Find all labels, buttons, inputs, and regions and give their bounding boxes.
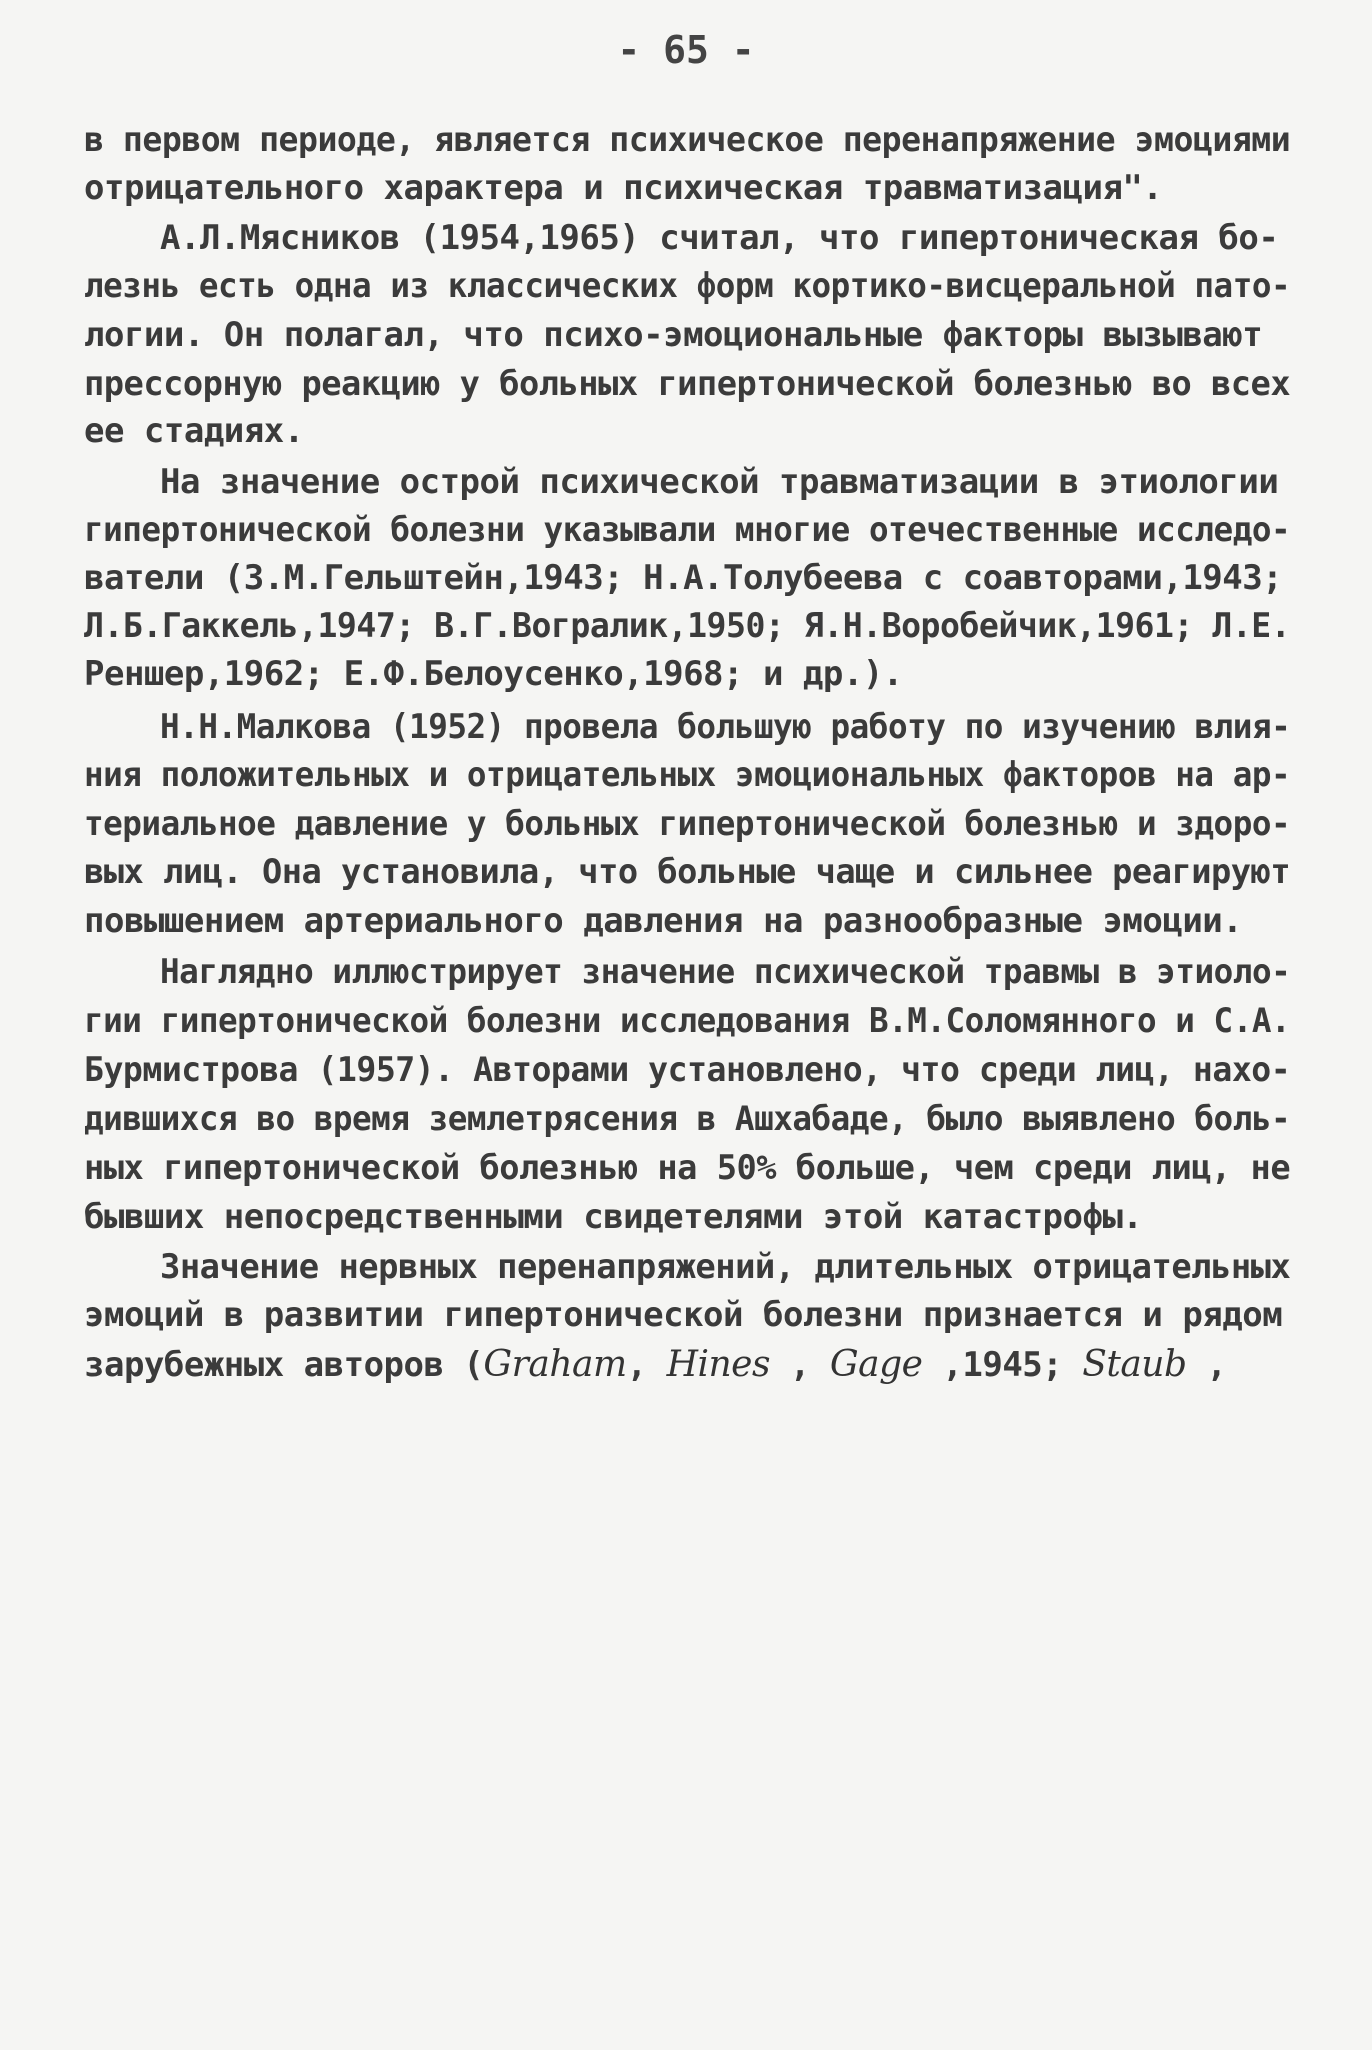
typed-text: , bbox=[769, 1345, 830, 1385]
text-line: На значение острой психической травматизации в этиологии bbox=[160, 462, 1279, 502]
text-line: прессорную реакцию у больных гипертонической болезнью во всех bbox=[84, 364, 1291, 404]
handwritten-author: Graham bbox=[483, 1344, 627, 1385]
text-line: ния положительных и отрицательных эмоциональных факторов на ар- bbox=[84, 755, 1291, 795]
typed-text: ,1945; bbox=[922, 1345, 1083, 1385]
text-line: отрицательного характера и психическая травматизация". bbox=[84, 168, 1163, 208]
handwritten-author: Hines bbox=[666, 1344, 770, 1385]
text-line: вых лиц. Она установила, что больные чаще и сильнее реагируют bbox=[84, 852, 1291, 892]
text-line: Наглядно иллюстрирует значение психической травмы в этиоло- bbox=[160, 952, 1291, 992]
text-line: Значение нервных перенапряжений, длительных отрицательных bbox=[160, 1247, 1291, 1287]
text-line: логии. Он полагал, что психо-эмоциональные факторы вызывают bbox=[84, 315, 1263, 355]
handwritten-author: Gage bbox=[829, 1344, 923, 1385]
text-line-with-handwriting bbox=[84, 1345, 1227, 1385]
text-line: Л.Б.Гаккель,1947; В.Г.Вогралик,1950; Я.Н.Воробейчик,1961; Л.Е. bbox=[84, 606, 1291, 646]
handwritten-author: Staub bbox=[1082, 1344, 1187, 1385]
text-line: дившихся во время землетрясения в Ашхабаде, было выявлено боль- bbox=[84, 1099, 1291, 1139]
text-line: Бурмистрова (1957). Авторами установлено, что среди лиц, нахо- bbox=[84, 1050, 1291, 1090]
text-line: лезнь есть одна из классических форм кортико-висцеральной пато- bbox=[84, 266, 1291, 306]
typed-text: , bbox=[1186, 1345, 1227, 1385]
text-line: повышением артериального давления на разнообразные эмоции. bbox=[84, 901, 1243, 941]
text-line: ных гипертонической болезнью на 50% больше, чем среди лиц, не bbox=[84, 1148, 1291, 1188]
text-line: эмоций в развитии гипертонической болезни признается и рядом bbox=[84, 1295, 1283, 1335]
text-line: гипертонической болезни указывали многие отечественные исследо- bbox=[84, 510, 1291, 550]
text-line: ее стадиях. bbox=[84, 411, 304, 451]
text-line: Н.Н.Малкова (1952) провела большую работу по изучению влия- bbox=[160, 707, 1291, 747]
text-line: бывших непосредственными свидетелями этой катастрофы. bbox=[84, 1197, 1143, 1237]
text-line: териальное давление у больных гипертонической болезнью и здоро- bbox=[84, 804, 1291, 844]
text-line: Реншер,1962; Е.Ф.Белоусенко,1968; и др.). bbox=[84, 654, 903, 694]
page-number: - 65 - bbox=[617, 28, 755, 72]
typed-text: зарубежных авторов ( bbox=[84, 1345, 484, 1385]
text-line: в первом периоде, является психическое перенапряжение эмоциями bbox=[84, 120, 1291, 160]
text-line: А.Л.Мясников (1954,1965) считал, что гипертоническая бо- bbox=[160, 218, 1279, 258]
typed-text: , bbox=[626, 1345, 667, 1385]
text-line: гии гипертонической болезни исследования В.М.Соломянного и С.А. bbox=[84, 1001, 1291, 1041]
text-line: ватели (З.М.Гельштейн,1943; Н.А.Толубеева с соавторами,1943; bbox=[84, 558, 1283, 598]
